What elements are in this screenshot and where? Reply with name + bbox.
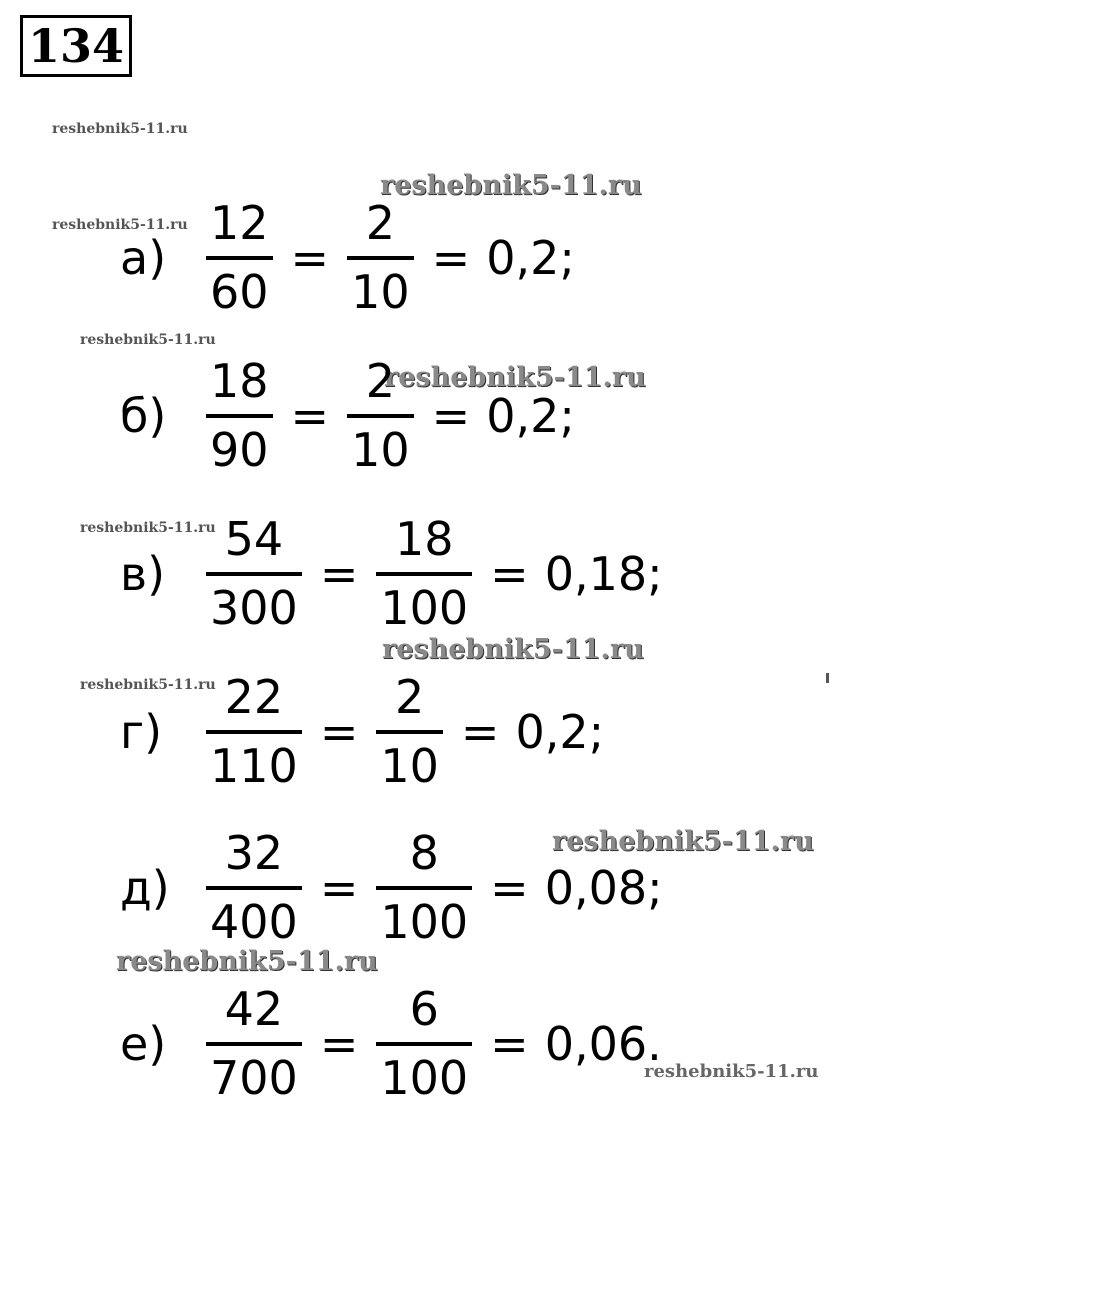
watermark: reshebnik5-11.ru <box>384 362 646 393</box>
fraction <box>347 355 414 477</box>
equation-label: е) <box>120 1017 167 1071</box>
decimal-result: 0,2; <box>515 705 605 759</box>
watermark: reshebnik5-11.ru <box>52 121 188 137</box>
denominator: 100 <box>380 581 469 635</box>
equals-sign: = <box>490 547 529 601</box>
numerator: 32 <box>224 826 284 881</box>
numerator: 18 <box>210 354 269 409</box>
watermark: reshebnik5-11.ru <box>116 946 378 977</box>
fraction-bar <box>206 730 302 734</box>
denominator: 10 <box>380 739 439 793</box>
numerator: 12 <box>210 196 269 251</box>
watermark: reshebnik5-11.ru <box>382 634 644 665</box>
watermark: reshebnik5-11.ru <box>80 332 216 348</box>
decimal-result: 0,2; <box>486 389 575 443</box>
fraction-bar <box>376 886 472 890</box>
watermark: reshebnik5-11.ru <box>380 170 642 201</box>
equals-sign: = <box>319 547 359 601</box>
watermark: reshebnik5-11.ru <box>52 217 188 233</box>
numerator: 6 <box>409 982 439 1037</box>
fraction-bar <box>347 256 414 260</box>
fraction-bar <box>206 414 273 418</box>
stray-mark <box>826 673 829 683</box>
fraction <box>206 513 302 635</box>
fraction <box>206 355 273 477</box>
numerator: 8 <box>409 826 439 881</box>
denominator: 100 <box>380 1051 469 1105</box>
equation-e <box>120 974 662 1114</box>
fraction <box>376 983 472 1105</box>
equation-label: а) <box>120 231 167 285</box>
equation-a <box>120 188 575 328</box>
fraction <box>206 827 302 949</box>
denominator: 10 <box>351 423 410 477</box>
denominator: 400 <box>210 895 298 949</box>
fraction-bar <box>376 1042 472 1046</box>
decimal-result: 0,18; <box>544 547 663 601</box>
denominator: 90 <box>210 423 269 477</box>
equation-label: г) <box>120 705 163 759</box>
numerator: 2 <box>394 670 425 725</box>
equals-sign: = <box>431 231 471 285</box>
denominator: 300 <box>210 581 298 635</box>
equation-v <box>120 504 663 644</box>
equation-d <box>120 818 663 958</box>
fraction <box>376 827 472 949</box>
fraction-bar <box>376 572 472 576</box>
numerator: 2 <box>365 196 395 251</box>
decimal-result: 0,06. <box>544 1017 662 1071</box>
numerator: 2 <box>365 354 395 409</box>
equals-sign: = <box>319 861 359 915</box>
equation-label: д) <box>120 861 170 915</box>
equals-sign: = <box>319 705 359 759</box>
fraction-bar <box>376 730 443 734</box>
equation-b <box>120 346 575 486</box>
numerator: 22 <box>224 670 284 725</box>
decimal-result: 0,2; <box>486 231 575 285</box>
denominator: 700 <box>210 1051 298 1105</box>
denominator: 60 <box>210 265 269 319</box>
equals-sign: = <box>431 389 471 443</box>
fraction-bar <box>206 572 302 576</box>
denominator: 10 <box>351 265 410 319</box>
watermark: reshebnik5-11.ru <box>644 1061 819 1082</box>
fraction <box>206 983 302 1105</box>
fraction-bar <box>206 1042 302 1046</box>
numerator: 42 <box>224 982 284 1037</box>
fraction <box>376 671 443 793</box>
denominator: 100 <box>380 895 469 949</box>
equals-sign: = <box>490 1017 529 1071</box>
fraction-bar <box>347 414 414 418</box>
equation-label: в) <box>120 547 166 601</box>
task-number-box <box>20 15 132 77</box>
fraction-bar <box>206 256 273 260</box>
watermark: reshebnik5-11.ru <box>80 520 216 536</box>
fraction-bar <box>206 886 302 890</box>
watermark: reshebnik5-11.ru <box>80 677 216 693</box>
watermark: reshebnik5-11.ru <box>552 826 814 857</box>
equals-sign: = <box>290 231 330 285</box>
equals-sign: = <box>290 389 330 443</box>
denominator: 110 <box>210 739 298 793</box>
fraction <box>376 513 472 635</box>
numerator: 54 <box>224 512 284 567</box>
equals-sign: = <box>460 705 500 759</box>
equation-g <box>120 662 604 802</box>
fraction <box>206 197 273 319</box>
equals-sign: = <box>319 1017 359 1071</box>
fraction <box>206 671 302 793</box>
decimal-result: 0,08; <box>544 861 663 915</box>
fraction <box>347 197 414 319</box>
task-number: 134 <box>27 19 125 73</box>
equation-label: б) <box>120 389 167 443</box>
numerator: 18 <box>394 512 454 567</box>
equals-sign: = <box>490 861 529 915</box>
